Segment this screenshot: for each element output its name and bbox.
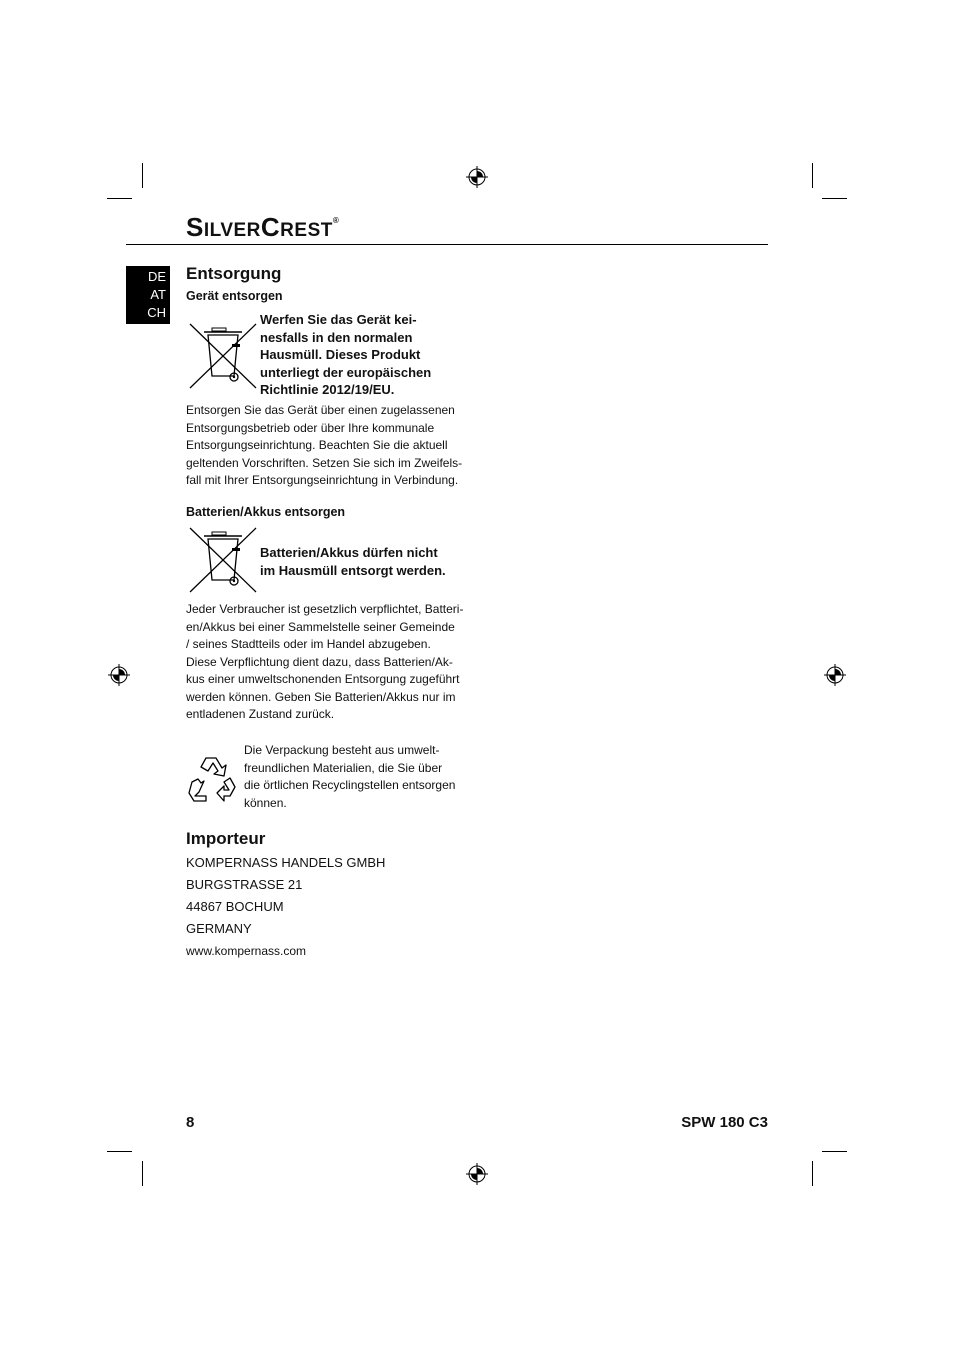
subsection-title-battery: Batterien/Akkus entsorgen (186, 505, 346, 519)
text-line: Werfen Sie das Gerät kei- (260, 312, 417, 327)
brand-logo: SILVERCREST® (186, 212, 340, 242)
text-line: Entsorgungsbetrieb oder über Ihre kommunale (186, 420, 435, 435)
crop-mark (812, 163, 813, 188)
registration-mark-icon (108, 664, 130, 686)
recycle-icon (186, 752, 240, 804)
device-disposal-text (186, 402, 462, 490)
crossed-out-wheelie-bin-icon (186, 526, 258, 594)
text-line: entladenen Zustand zurück. (186, 707, 335, 721)
crop-mark (107, 198, 132, 199)
website-link[interactable]: www.kompernass.com (186, 944, 307, 958)
text-line: Richtlinie 2012/19/EU. (260, 382, 395, 397)
subsection-title-device: Gerät entsorgen (186, 289, 283, 303)
registration-mark-icon (466, 1163, 488, 1185)
text-line: en/Akkus bei einer Sammelstelle seiner Gemeinde (186, 619, 455, 634)
crop-mark (107, 1151, 132, 1152)
text-line: Entsorgungseinrichtung. Beachten Sie die aktuell (186, 438, 448, 452)
lang-code: DE (147, 269, 166, 284)
device-warning (260, 311, 431, 399)
crossed-out-wheelie-bin-icon (186, 322, 258, 390)
importer-address (186, 852, 385, 962)
registration-mark-icon (824, 664, 846, 686)
text-line: können. (244, 795, 287, 810)
address-line: GERMANY (186, 921, 252, 936)
text-line: Diese Verpflichtung dient dazu, dass Batterien/Ak- (186, 654, 453, 669)
battery-disposal-text (186, 601, 463, 724)
address-line: KOMPERNASS HANDELS GMBH (186, 855, 386, 870)
crop-mark (822, 1151, 847, 1152)
lang-code: AT (150, 287, 166, 302)
section-title-disposal: Entsorgung (186, 264, 282, 283)
text-line: Jeder Verbraucher ist gesetzlich verpflichtet, Batteri- (186, 602, 464, 616)
crop-mark (142, 1161, 143, 1186)
section-title-importer: Importeur (186, 829, 266, 848)
lang-code: CH (147, 305, 166, 320)
text-line: / seines Stadtteils oder im Handel abzugeben. (186, 637, 431, 651)
model-number: SPW 180 C3 (681, 1114, 768, 1131)
text-line: unterliegt der europäischen (260, 364, 432, 380)
text-line: fall mit Ihrer Entsorgungseinrichtung in Verbindung. (186, 473, 459, 487)
text-line: freundlichen Materialien, die Sie über (244, 760, 443, 775)
text-line: werden können. Geben Sie Batterien/Akkus nur im (186, 689, 456, 704)
crop-mark (822, 198, 847, 199)
header-divider (126, 244, 768, 245)
text-line: Die Verpackung besteht aus umwelt- (244, 743, 440, 757)
text-line: Entsorgen Sie das Gerät über einen zugelassenen (186, 403, 455, 417)
text-line: nesfalls in den normalen (260, 329, 413, 345)
text-line: Hausmüll. Dieses Produkt (260, 347, 421, 362)
registration-mark-icon (466, 166, 488, 188)
text-line: Batterien/Akkus dürfen nicht (260, 545, 438, 560)
crop-mark (812, 1161, 813, 1186)
page-number: 8 (186, 1114, 195, 1131)
text-line: im Hausmüll entsorgt werden. (260, 562, 446, 578)
text-line: geltenden Vorschriften. Setzen Sie sich im Zweifels- (186, 455, 463, 470)
language-tab (126, 266, 170, 324)
battery-warning (260, 544, 446, 579)
text-line: die örtlichen Recyclingstellen entsorgen (244, 778, 456, 792)
address-line: 44867 BOCHUM (186, 899, 284, 914)
crop-mark (142, 163, 143, 188)
text-line: kus einer umweltschonenden Entsorgung zugeführt (186, 672, 460, 686)
packaging-text (244, 742, 455, 812)
address-line: BURGSTRASSE 21 (186, 877, 303, 892)
